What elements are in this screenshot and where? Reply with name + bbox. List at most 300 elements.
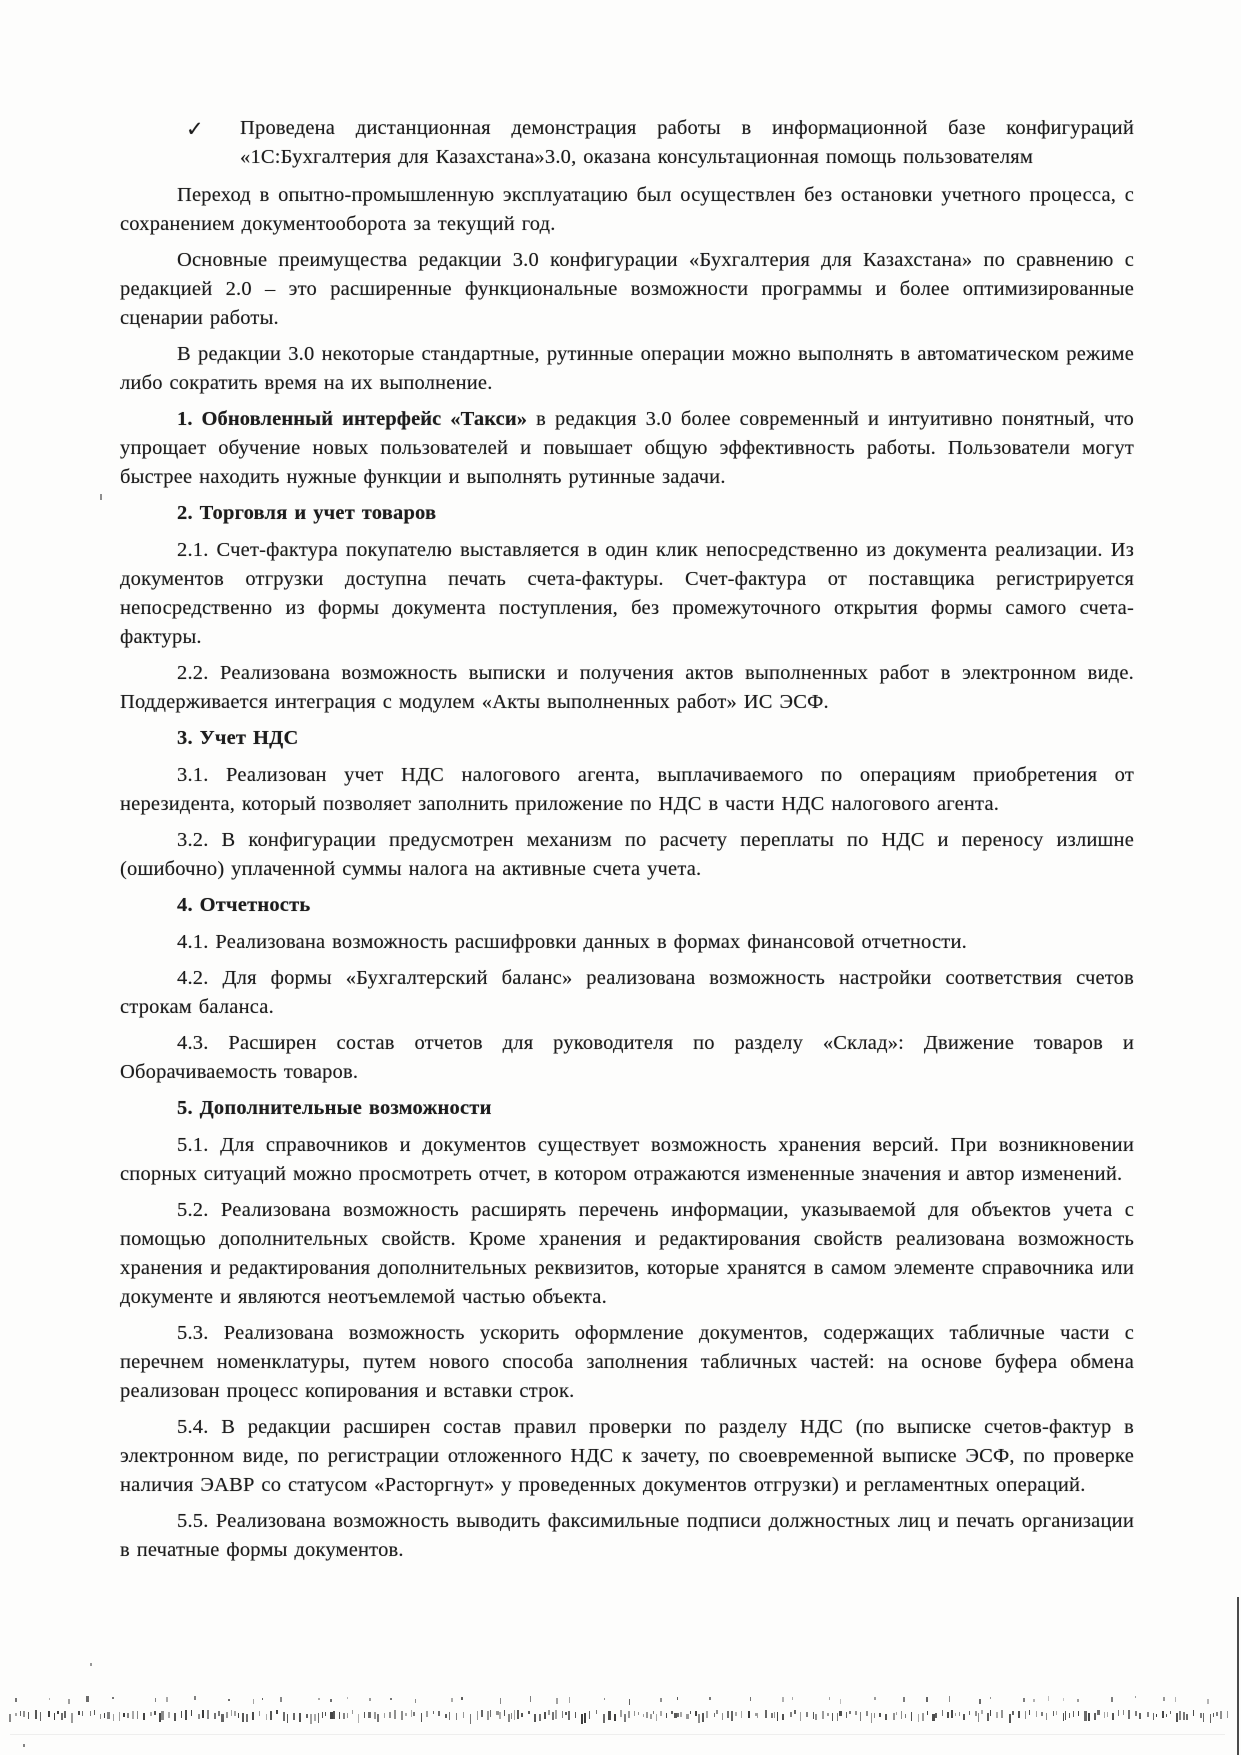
noise-speck [714, 1713, 715, 1717]
noise-speck [750, 1697, 751, 1701]
paragraph: 5.5. Реализована возможность выводить факсимильные подписи должностных лиц и печать организации в печатные формы документов. [120, 1510, 1134, 1561]
scan-noise-band-bottom [6, 1710, 1233, 1722]
noise-speck [90, 1711, 92, 1716]
paragraph-lead-bold: 1. Обновленный интерфейс «Такси» [177, 408, 528, 430]
noise-speck [449, 1712, 450, 1720]
noise-speck [20, 1711, 22, 1715]
noise-speck [368, 1712, 370, 1718]
noise-speck [49, 1698, 50, 1700]
noise-speck [589, 1711, 590, 1719]
noise-speck [221, 1714, 223, 1722]
noise-speck [330, 1699, 333, 1702]
noise-speck [949, 1696, 950, 1702]
noise-speck [54, 1713, 55, 1721]
noise-speck [748, 1711, 750, 1718]
heading: 5. Дополнительные возможности [177, 1097, 492, 1119]
noise-speck [634, 1711, 635, 1716]
noise-speck [9, 1714, 11, 1722]
noise-speck [947, 1712, 949, 1718]
noise-speck [927, 1711, 929, 1715]
paragraph: 5.1. Для справочников и документов существует возможность хранения версий. При возникновении спорных ситуаций можно просмотреть отчет, в котором отражаются измененные значения и автор изменений. [120, 1134, 1134, 1185]
noise-speck [132, 1711, 134, 1720]
noise-speck [1077, 1699, 1079, 1702]
paragraph: 4.1. Реализована возможность расшифровки данных в формах финансовой отчетности. [177, 931, 967, 953]
paragraph: 3.1. Реализован учет НДС налогового агента, выплачиваемого по операциям приобретения от нерезидента, который позволяет заполнить приложение по НДС в части НДС налогового агента. [120, 764, 1134, 815]
noise-speck [318, 1713, 320, 1723]
noise-speck [1207, 1699, 1209, 1705]
noise-speck [71, 1713, 73, 1723]
noise-speck [521, 1713, 523, 1717]
noise-speck [1073, 1711, 1074, 1717]
noise-speck [1065, 1711, 1066, 1721]
noise-speck [1097, 1710, 1100, 1714]
paragraph: 4.3. Расширен состав отчетов для руководителя по разделу «Склад»: Движение товаров и Оборачиваемость товаров. [120, 1032, 1134, 1083]
noise-speck [238, 1713, 239, 1718]
noise-speck [603, 1714, 605, 1723]
noise-speck [1009, 1714, 1011, 1723]
noise-speck [614, 1714, 616, 1722]
noise-speck [1216, 1712, 1218, 1716]
noise-speck [68, 1699, 70, 1704]
noise-speck [716, 1710, 718, 1713]
noise-speck [347, 1713, 349, 1718]
noise-speck [1063, 1713, 1065, 1722]
noise-speck [782, 1714, 784, 1720]
noise-speck [490, 1710, 492, 1717]
noise-speck [1078, 1711, 1080, 1716]
noise-speck [413, 1712, 415, 1716]
noise-speck [686, 1714, 688, 1719]
noise-speck [150, 1712, 152, 1716]
noise-speck [426, 1711, 428, 1717]
noise-speck [1186, 1714, 1187, 1720]
noise-speck [562, 1711, 563, 1719]
noise-speck [777, 1712, 778, 1721]
noise-speck [119, 1712, 120, 1721]
noise-speck [1053, 1711, 1054, 1716]
noise-speck [1203, 1713, 1204, 1722]
noise-speck [1023, 1698, 1025, 1703]
noise-speck [445, 1714, 448, 1718]
noise-speck [259, 1711, 260, 1716]
noise-speck [15, 1698, 17, 1703]
noise-speck [1056, 1711, 1057, 1715]
noise-speck [990, 1710, 991, 1716]
noise-speck [837, 1713, 839, 1721]
noise-speck [112, 1697, 114, 1699]
noise-speck [390, 1698, 392, 1700]
noise-speck [1118, 1710, 1120, 1716]
noise-speck [394, 1710, 396, 1719]
noise-speck [234, 1711, 235, 1716]
noise-speck [100, 1714, 101, 1719]
noise-speck [548, 1710, 550, 1715]
noise-speck [702, 1713, 703, 1722]
noise-speck [539, 1714, 541, 1722]
noise-speck [23, 1711, 25, 1717]
noise-speck [855, 1711, 857, 1715]
noise-speck [874, 1697, 876, 1700]
noise-speck [470, 1714, 472, 1724]
paragraph: В редакции 3.0 некоторые стандартные, рутинные операции можно выполнять в автоматическом режиме либо сократить время на их выполнение. [120, 343, 1134, 394]
noise-speck [262, 1698, 263, 1701]
noise-speck [137, 1711, 138, 1719]
noise-speck [57, 1711, 59, 1715]
noise-speck [653, 1711, 654, 1715]
noise-speck [650, 1714, 652, 1720]
noise-speck [827, 1713, 829, 1716]
noise-speck [253, 1699, 254, 1704]
noise-speck [604, 1698, 605, 1700]
noise-speck [874, 1713, 875, 1719]
noise-speck [901, 1711, 902, 1719]
noise-speck [926, 1697, 928, 1702]
scan-faint-line [10, 1734, 1225, 1735]
noise-speck [660, 1711, 662, 1716]
noise-speck [722, 1713, 724, 1720]
noise-speck [1200, 1713, 1202, 1718]
noise-speck [123, 1713, 125, 1717]
noise-speck [849, 1711, 851, 1714]
paragraph: Основные преимущества редакции 3.0 конфигурации «Бухгалтерия для Казахстана» по сравнению с редакцией 2.0 – это расширенные функциональные возможности программы и более оптимизированные сценарии работы. [120, 249, 1134, 329]
noise-speck [815, 1714, 817, 1720]
noise-speck [596, 1710, 598, 1714]
noise-speck [552, 1712, 554, 1720]
heading: 4. Отчетность [177, 894, 311, 916]
noise-speck [638, 1712, 639, 1715]
noise-speck [918, 1714, 919, 1722]
noise-speck [127, 1713, 129, 1718]
noise-speck [568, 1711, 570, 1719]
noise-speck [981, 1710, 983, 1714]
noise-speck [1213, 1713, 1214, 1718]
scan-edge-artifact [1237, 1597, 1239, 1755]
noise-speck [514, 1710, 516, 1720]
noise-speck [839, 1711, 841, 1716]
noise-speck [226, 1712, 228, 1718]
noise-speck [107, 1712, 109, 1719]
noise-speck [293, 1713, 295, 1719]
noise-speck [1012, 1711, 1014, 1716]
noise-speck [287, 1714, 288, 1723]
noise-speck [774, 1712, 775, 1718]
noise-speck [569, 1697, 570, 1703]
noise-speck [741, 1711, 742, 1718]
noise-speck [1175, 1697, 1177, 1702]
noise-speck [1063, 1698, 1064, 1701]
noise-speck [270, 1711, 272, 1720]
noise-speck [499, 1712, 501, 1719]
noise-speck [421, 1713, 423, 1722]
noise-speck [1193, 1710, 1195, 1716]
noise-speck [1107, 1712, 1109, 1717]
noise-speck [191, 1710, 193, 1715]
noise-speck [218, 1711, 220, 1716]
noise-speck [628, 1711, 630, 1718]
noise-speck [438, 1711, 440, 1716]
noise-speck [911, 1712, 913, 1722]
noise-speck [456, 1713, 457, 1720]
noise-speck [185, 1710, 187, 1720]
noise-speck [1170, 1711, 1172, 1714]
noise-speck [1162, 1711, 1164, 1718]
noise-speck [347, 1697, 348, 1699]
noise-speck [451, 1698, 453, 1702]
paragraph: 2.2. Реализована возможность выписки и получения актов выполненных работ в электронном виде. Поддерживается интеграция с модулем «Акты выполненных работ» ИС ЭСФ. [120, 662, 1134, 713]
noise-speck [1139, 1713, 1140, 1719]
noise-speck [310, 1714, 312, 1724]
noise-speck [660, 1698, 662, 1702]
noise-speck [517, 1710, 519, 1719]
noise-speck [161, 1711, 163, 1720]
noise-speck [369, 1698, 372, 1702]
noise-speck [377, 1714, 378, 1722]
noise-speck [866, 1711, 868, 1716]
noise-speck [1135, 1711, 1137, 1716]
noise-speck [646, 1712, 647, 1718]
noise-speck [155, 1698, 156, 1701]
noise-speck [969, 1711, 971, 1715]
noise-speck [1183, 1712, 1185, 1720]
noise-speck [846, 1712, 847, 1718]
noise-speck [782, 1697, 784, 1703]
paragraph: 5.4. В редакции расширен состав правил проверки по разделу НДС (по выписке счетов-фактур в электронном виде, по регистрации отложенного НДС к зачету, по своевременной выписке ЭСФ, по проверке наличия ЭАВР со статусом «Расторгнут» у проведенных документов отгрузки) и регламентных операций. [120, 1416, 1134, 1496]
noise-speck [735, 1712, 737, 1716]
noise-speck [1153, 1713, 1154, 1720]
noise-speck [228, 1699, 230, 1702]
noise-speck [765, 1710, 767, 1718]
noise-speck [1084, 1711, 1086, 1721]
noise-speck [829, 1697, 830, 1700]
noise-speck [629, 1699, 630, 1705]
paragraph: 5.3. Реализована возможность ускорить оформление документов, содержащих табличные части с перечнем номенклатуры, путем нового способа заполнения табличных частей: на основе буфера обмена реализован процесс копирования и вставки строк. [120, 1322, 1134, 1402]
noise-speck [575, 1712, 576, 1718]
noise-speck [194, 1696, 196, 1700]
noise-speck [677, 1697, 678, 1700]
noise-speck [978, 1713, 979, 1723]
noise-speck [942, 1710, 943, 1716]
scan-speck [90, 1663, 92, 1666]
noise-speck [1135, 1696, 1136, 1698]
noise-speck [666, 1713, 667, 1718]
noise-speck [339, 1712, 341, 1719]
noise-speck [104, 1713, 105, 1718]
noise-speck [28, 1712, 29, 1720]
noise-speck [242, 1713, 244, 1721]
noise-speck [433, 1711, 434, 1715]
noise-speck [1048, 1696, 1049, 1701]
noise-speck [556, 1698, 558, 1704]
noise-speck [181, 1711, 183, 1718]
noise-speck [1166, 1714, 1167, 1717]
noise-speck [461, 1697, 463, 1700]
noise-speck [792, 1697, 793, 1701]
noise-speck [322, 1712, 323, 1718]
document-body [120, 114, 1134, 1572]
noise-speck [1123, 1710, 1124, 1715]
noise-speck [214, 1713, 216, 1719]
noise-speck [840, 1699, 841, 1705]
noise-speck [330, 1712, 332, 1719]
noise-speck [860, 1712, 861, 1721]
noise-speck [1104, 1712, 1105, 1719]
noise-speck [1176, 1713, 1178, 1722]
noise-speck [885, 1714, 886, 1720]
noise-speck [40, 1712, 41, 1721]
noise-speck [333, 1711, 335, 1719]
noise-speck [477, 1711, 479, 1721]
noise-speck [1147, 1712, 1149, 1717]
noise-speck [1069, 1713, 1071, 1718]
noise-speck [374, 1712, 376, 1719]
noise-speck [166, 1697, 168, 1702]
noise-speck [1156, 1714, 1157, 1717]
noise-speck [113, 1714, 114, 1722]
noise-speck [343, 1713, 345, 1719]
noise-speck [364, 1712, 365, 1718]
noise-speck [35, 1710, 37, 1719]
noise-speck [384, 1713, 385, 1719]
noise-speck [504, 1710, 505, 1716]
noise-speck [1112, 1713, 1114, 1720]
noise-speck [154, 1711, 156, 1715]
noise-speck [963, 1714, 965, 1720]
noise-speck [935, 1713, 937, 1717]
paragraph: 4.2. Для формы «Бухгалтерский баланс» реализована возможность настройки соответствия счетов строкам баланса. [120, 967, 1134, 1018]
noise-speck [246, 1714, 248, 1722]
noise-speck [955, 1713, 956, 1716]
noise-speck [202, 1710, 204, 1718]
noise-speck [771, 1713, 773, 1718]
noise-speck [352, 1710, 354, 1714]
noise-speck [94, 1710, 96, 1715]
paragraph: 1. Обновленный интерфейс «Такси» в редакция 3.0 более современный и интуитивно понятный, что упрощает обучение новых пользователей и повышает общую эффективность работы. Пользователи могут быстрее находить нужные функции и выполнять рутинные задачи. [120, 408, 1134, 488]
paragraph: 5.2. Реализована возможность расширять перечень информации, указываемой для объектов учета с помощью дополнительных свойств. Кроме хранения и редактирования свойств реализована возможность хранения и редактирования дополнительных реквизитов, которые хранятся в самом элементе справочника или документе и являются неотъемлемой частью объекта. [120, 1199, 1134, 1308]
noise-speck [822, 1711, 824, 1720]
noise-speck [832, 1713, 833, 1722]
noise-speck [325, 1712, 326, 1716]
noise-speck [680, 1712, 682, 1717]
noise-speck [806, 1712, 807, 1717]
noise-speck [1046, 1713, 1047, 1720]
noise-speck [690, 1711, 691, 1715]
heading: 3. Учет НДС [177, 727, 299, 749]
noise-speck [318, 1698, 320, 1700]
scan-speck [100, 494, 102, 500]
noise-speck [996, 1712, 998, 1718]
noise-speck [1029, 1710, 1030, 1715]
noise-speck [411, 1710, 412, 1717]
noise-speck [624, 1714, 626, 1722]
noise-speck [695, 1711, 697, 1717]
paragraph: 3.2. В конфигурации предусмотрен механизм по расчету переплаты по НДС и переносу излишне (ошибочно) уплаченной суммы налога на активные счета учета. [120, 829, 1134, 880]
noise-speck [727, 1711, 729, 1717]
noise-speck [905, 1714, 906, 1718]
heading: 2. Торговля и учет товаров [177, 502, 437, 524]
noise-speck [620, 1710, 622, 1717]
noise-speck [709, 1697, 711, 1700]
noise-speck [276, 1710, 277, 1714]
noise-speck [979, 1699, 981, 1704]
noise-speck [896, 1712, 898, 1715]
noise-speck [481, 1710, 483, 1716]
noise-speck [871, 1713, 873, 1723]
noise-speck [584, 1713, 586, 1723]
noise-speck [698, 1714, 700, 1723]
noise-speck [544, 1712, 546, 1719]
noise-speck [706, 1711, 708, 1718]
noise-speck [86, 1696, 88, 1701]
noise-speck [1179, 1711, 1181, 1719]
noise-speck [1163, 1697, 1165, 1702]
noise-speck [405, 1713, 407, 1717]
noise-speck [168, 1712, 170, 1718]
noise-speck [530, 1696, 531, 1701]
noise-speck [800, 1712, 802, 1721]
noise-speck [528, 1711, 530, 1714]
paragraph: 2.1. Счет-фактура покупателю выставляется в один клик непосредственно из документа реализации. Из документов отгрузки доступна печать счета-фактуры. Счет-фактура от поставщика регистрируется непосредственно из формы документа поступления, без промежуточного открытия формы самого счета-фактуры. [120, 539, 1134, 648]
noise-speck [143, 1713, 145, 1720]
noise-speck [48, 1711, 50, 1717]
noise-speck [656, 1714, 657, 1721]
checkmark-icon: ✓ [186, 117, 204, 141]
noise-speck [500, 1698, 501, 1704]
noise-speck [922, 1713, 924, 1721]
bullet-item [120, 114, 1134, 172]
noise-speck [511, 1713, 512, 1719]
noise-speck [1111, 1697, 1113, 1702]
noise-speck [790, 1712, 792, 1717]
noise-speck [1210, 1714, 1212, 1723]
noise-speck [643, 1714, 644, 1718]
noise-speck [671, 1711, 673, 1714]
noise-speck [61, 1713, 63, 1721]
noise-speck [314, 1714, 316, 1722]
noise-speck [534, 1714, 535, 1723]
noise-speck [959, 1712, 961, 1716]
noise-speck [266, 1714, 267, 1721]
noise-speck [358, 1714, 360, 1724]
noise-speck [283, 1712, 285, 1721]
noise-speck [757, 1713, 758, 1719]
noise-speck [389, 1712, 391, 1718]
noise-speck [1041, 1712, 1043, 1717]
noise-speck [231, 1710, 233, 1716]
noise-speck [207, 1710, 209, 1719]
noise-speck [463, 1712, 464, 1718]
noise-speck [1227, 1711, 1228, 1718]
noise-speck [555, 1710, 557, 1719]
noise-speck [990, 1697, 992, 1699]
noise-speck [401, 1711, 403, 1720]
noise-speck [1094, 1713, 1096, 1720]
noise-speck [174, 1713, 176, 1721]
noise-speck [299, 1713, 301, 1723]
noise-speck [1001, 1710, 1003, 1718]
noise-speck [581, 1714, 583, 1724]
noise-speck [951, 1710, 953, 1718]
noise-speck [78, 1711, 81, 1715]
noise-speck [879, 1713, 881, 1717]
scan-speck [23, 1744, 25, 1747]
noise-speck [306, 1714, 308, 1718]
noise-speck [1220, 1711, 1222, 1719]
noise-speck [508, 1714, 510, 1722]
bullet-text: Проведена дистанционная демонстрация работы в информационной базе конфигураций «1С:Бухгалтерия для Казахстана»3.0, оказана консультационная помощь пользователям [240, 117, 1134, 168]
noise-speck [1018, 1711, 1020, 1717]
noise-speck [198, 1714, 200, 1719]
noise-speck [1036, 1711, 1037, 1716]
